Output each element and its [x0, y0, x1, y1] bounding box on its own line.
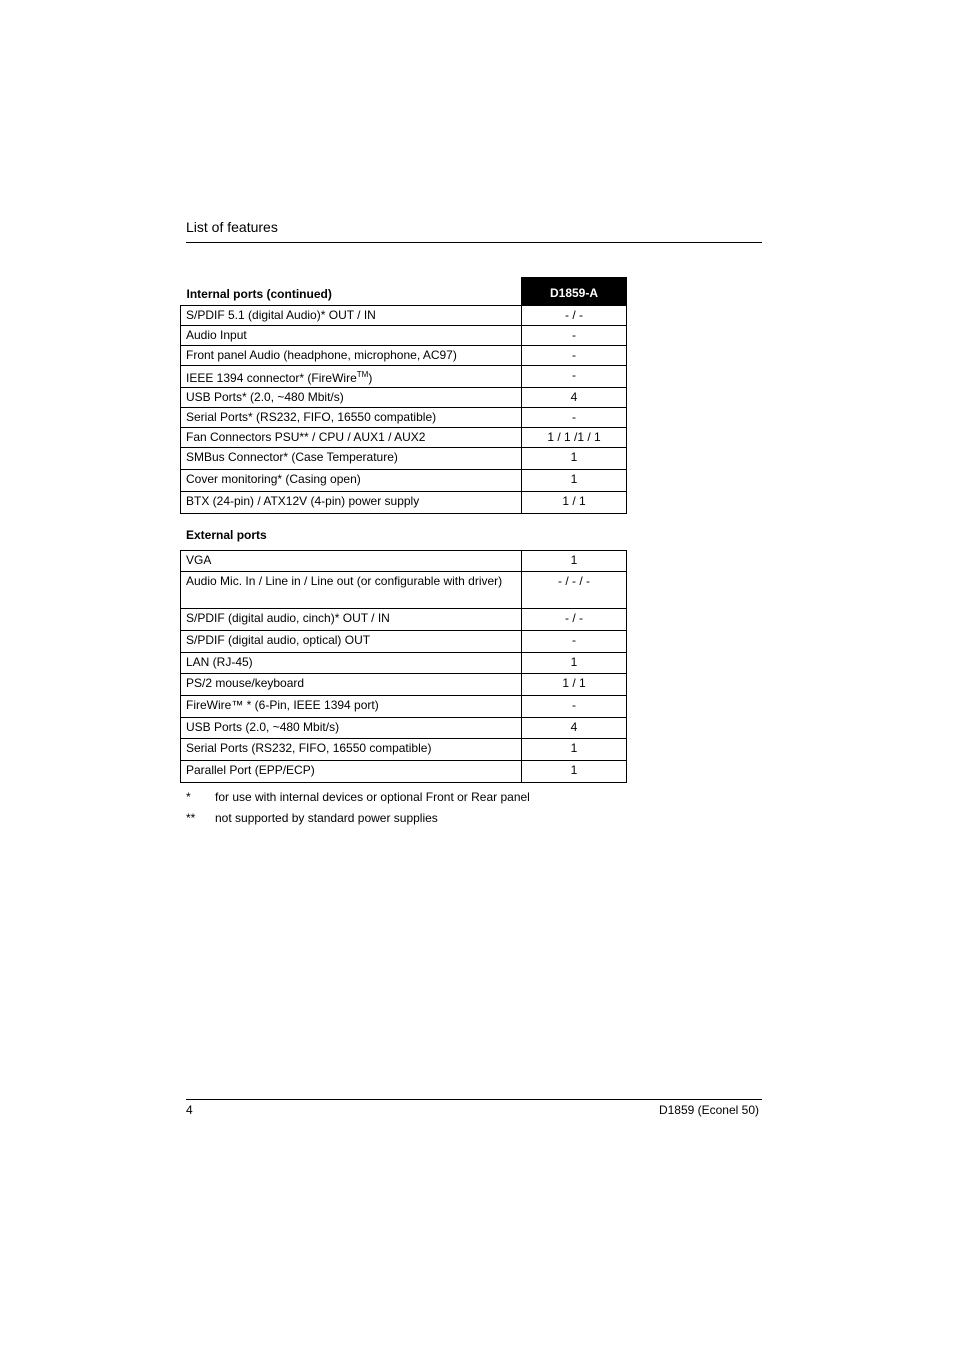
port-value-cell: 1: [522, 448, 627, 470]
port-label: USB Ports (2.0, ~480 Mbit/s): [186, 720, 340, 734]
footnote-text: for use with internal devices or optional Front or Rear panel: [215, 790, 530, 804]
table-row: [181, 551, 627, 572]
table-row: [181, 428, 627, 448]
table-row: [181, 653, 627, 674]
port-label: Parallel Port (EPP/ECP): [186, 763, 315, 777]
port-label: S/PDIF (digital audio, optical) OUT: [186, 633, 371, 647]
port-label-cell: [181, 696, 522, 718]
external-ports-body: [181, 551, 627, 783]
external-ports-table: [180, 550, 627, 783]
port-value-cell: -: [522, 631, 627, 653]
table-row: [181, 326, 627, 346]
table-row: [181, 448, 627, 470]
port-value-cell: -: [522, 346, 627, 366]
port-label: Audio Input: [186, 328, 247, 342]
port-label: Audio Mic. In / Line in / Line out (or configurable with driver): [186, 574, 503, 588]
port-value-cell: 1: [522, 761, 627, 783]
port-label: Serial Ports (RS232, FIFO, 16550 compatible): [186, 741, 432, 755]
port-label-cell: [181, 306, 522, 326]
port-label: LAN (RJ-45): [186, 655, 253, 669]
table-row: [181, 739, 627, 761]
port-value-cell: - / -: [522, 609, 627, 631]
document-name: D1859 (Econel 50): [658, 1103, 759, 1117]
port-label: PS/2 mouse/keyboard: [186, 676, 305, 690]
port-label: BTX (24-pin) / ATX12V (4-pin) power supply: [186, 494, 420, 508]
table-header-row: [181, 278, 627, 306]
table-row: [181, 306, 627, 326]
port-label-cell: [181, 718, 522, 739]
port-label: Fan Connectors PSU** / CPU / AUX1 / AUX2: [186, 430, 426, 444]
table-row: [181, 609, 627, 631]
port-label-cell: [181, 653, 522, 674]
footnote-mark: *: [186, 790, 191, 804]
table-row: [181, 696, 627, 718]
port-label: IEEE 1394 connector* (FireWire: [186, 371, 357, 385]
footnote-mark: **: [186, 811, 196, 825]
port-value-cell: 4: [522, 388, 627, 408]
port-label-cell: [181, 674, 522, 696]
port-label-cell: [181, 609, 522, 631]
port-label: VGA: [186, 553, 212, 567]
port-label-cell: [181, 551, 522, 572]
page-number: 4: [186, 1103, 193, 1117]
internal-ports-table: [180, 277, 627, 514]
external-ports-heading: External ports: [186, 528, 267, 542]
port-value-cell: 4: [522, 718, 627, 739]
internal-ports-body: [181, 306, 627, 514]
table-row: [181, 674, 627, 696]
port-label-cell: [181, 448, 522, 470]
table-row: [181, 408, 627, 428]
port-label-cell: [181, 739, 522, 761]
port-label-cell: [181, 408, 522, 428]
table-row: [181, 366, 627, 388]
port-label-cell: [181, 761, 522, 783]
table-row: [181, 346, 627, 366]
port-value-cell: 1: [522, 470, 627, 492]
port-label: S/PDIF 5.1 (digital Audio)* OUT / IN: [186, 308, 376, 322]
page-header: [186, 219, 762, 243]
section-title: List of features: [186, 219, 278, 235]
internal-ports-heading: Internal ports (continued): [181, 278, 522, 306]
port-label: USB Ports* (2.0, ~480 Mbit/s): [186, 390, 344, 404]
port-label-tail: ): [368, 371, 373, 385]
port-value-cell: - / -: [522, 306, 627, 326]
table-row: [181, 718, 627, 739]
table-row: [181, 470, 627, 492]
port-value-cell: -: [522, 696, 627, 718]
port-label: Serial Ports* (RS232, FIFO, 16550 compatible): [186, 410, 437, 424]
port-value-cell: 1: [522, 551, 627, 572]
port-value-cell: 1 / 1: [522, 492, 627, 514]
port-label: S/PDIF (digital audio, cinch)* OUT / IN: [186, 611, 390, 625]
model-column-header: D1859-A: [522, 278, 627, 306]
port-value-cell: 1 / 1: [522, 674, 627, 696]
port-value-cell: -: [522, 366, 627, 388]
port-label-cell: [181, 470, 522, 492]
port-value-cell: 1: [522, 653, 627, 674]
port-label: SMBus Connector* (Case Temperature): [186, 450, 398, 464]
table-row: [181, 492, 627, 514]
port-label: Front panel Audio (headphone, microphone, AC97): [186, 348, 457, 362]
port-value-cell: -: [522, 326, 627, 346]
table-row: [181, 631, 627, 653]
port-label-cell: [181, 366, 522, 388]
port-label-cell: [181, 492, 522, 514]
port-label-cell: [181, 572, 522, 609]
table-row: [181, 572, 627, 609]
port-label: FireWire™ * (6-Pin, IEEE 1394 port): [186, 698, 379, 712]
port-label: Cover monitoring* (Casing open): [186, 472, 361, 486]
port-value-cell: - / - / -: [522, 572, 627, 609]
port-label-cell: [181, 631, 522, 653]
table-row: [181, 388, 627, 408]
port-label-cell: [181, 326, 522, 346]
trademark-superscript: TM: [356, 370, 369, 379]
port-label-cell: [181, 346, 522, 366]
port-label-cell: [181, 388, 522, 408]
port-label-cell: [181, 428, 522, 448]
page-footer: [186, 1099, 762, 1120]
port-value-cell: 1: [522, 739, 627, 761]
table-row: [181, 761, 627, 783]
port-value-cell: -: [522, 408, 627, 428]
port-value-cell: 1 / 1 /1 / 1: [522, 428, 627, 448]
footnote-text: not supported by standard power supplies: [215, 811, 438, 825]
